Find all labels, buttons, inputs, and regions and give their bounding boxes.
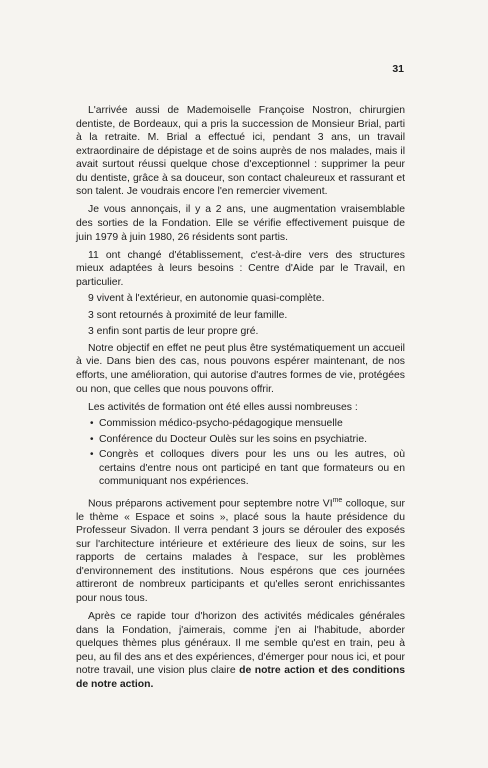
- paragraph-training-intro: Les activités de formation ont été elles aussi nombreuses :: [88, 401, 358, 413]
- conclusion-bold-text: de notre action et des conditions de notre action.: [76, 665, 405, 690]
- list-item: • Conférence du Docteur Oulès sur les soins en psychiatrie.: [90, 433, 405, 447]
- paragraph-own-will: 3 enfin sont partis de leur propre gré.: [88, 326, 259, 338]
- paragraph-autonomy: 9 vivent à l'extérieur, en autonomie quasi-complète.: [88, 293, 325, 305]
- paragraph-conclusion: [76, 610, 405, 691]
- document-body: [76, 104, 405, 696]
- training-list: [76, 417, 405, 489]
- paragraph-dentist: L'arrivée aussi de Mademoiselle Françoise Nostron, chirurgien dentiste, de Bordeaux, qui a pris la succession de Monsieur Brial, parti à la retraite. M. Brial a effectué ici, pendant 3 ans, un travail extraordinaire de dépistage et de soins auprès de nos malades, mais il avait surtout réussi quelque chose d'exceptionnel : supprimer la peur du dentiste, grâce à sa douceur, son contact chaleureux et rassurant et son talent. Je voudrais encore l'en remercier vivement.: [76, 105, 405, 198]
- superscript-me: me: [332, 496, 343, 504]
- colloque-text-start: Nous préparons activement pour septembre notre VI: [88, 498, 333, 510]
- paragraph-family: 3 sont retournés à proximité de leur famille.: [88, 309, 288, 321]
- page-number: 31: [392, 63, 404, 75]
- paragraph-objective: Notre objectif en effet ne peut plus être systématiquement un accueil à vie. Dans bien des cas, nous pouvons espérer maintenant, de nos efforts, une amélioration, qui autorise d'autres formes de vie, protégées ou non, que celles que nous pouvons offrir.: [76, 342, 405, 395]
- list-item: • Commission médico-psycho-pédagogique mensuelle: [90, 417, 405, 431]
- paragraph-change-establishment: 11 ont changé d'établissement, c'est-à-dire vers des structures mieux adaptées à leurs besoins : Centre d'Aide par le Travail, en particulier.: [76, 249, 405, 288]
- colloque-text-end: colloque, sur le thème « Espace et soins », placé sous la haute présidence du Professeur Sivadon. Il verra pendant 3 jours se dérouler des exposés sur l'architecture intérieure et extérieure des lieux de soins, sur les rapports de certains malades à l'espace, sur les problèmes d'environnement des institutions. Nous espérons que ces journées attireront de nombreux participants et qu'elles seront enrichissantes pour nous tous.: [76, 498, 405, 604]
- paragraph-departures: Je vous annonçais, il y a 2 ans, une augmentation vraisemblable des sorties de la Fondation. Elle se vérifie effectivement puisque de juin 1979 à juin 1980, 26 résidents sont partis.: [76, 204, 405, 243]
- conclusion-text: Après ce rapide tour d'horizon des activités médicales générales dans la Fondation, j'aimerais, comme j'en ai l'habitude, aborder quelques thèmes plus généraux. Il me semble qu'est en train, peu à peu, au fil des ans et des expériences, d'émerger pour nous ici, et pour notre travail, une vision plus claire: [76, 611, 405, 677]
- list-item: • Congrès et colloques divers pour les uns ou les autres, où certains d'entre nous ont participé en tant que formateurs ou en communiquant nos expériences.: [90, 448, 405, 489]
- paragraph-colloque: [76, 494, 405, 606]
